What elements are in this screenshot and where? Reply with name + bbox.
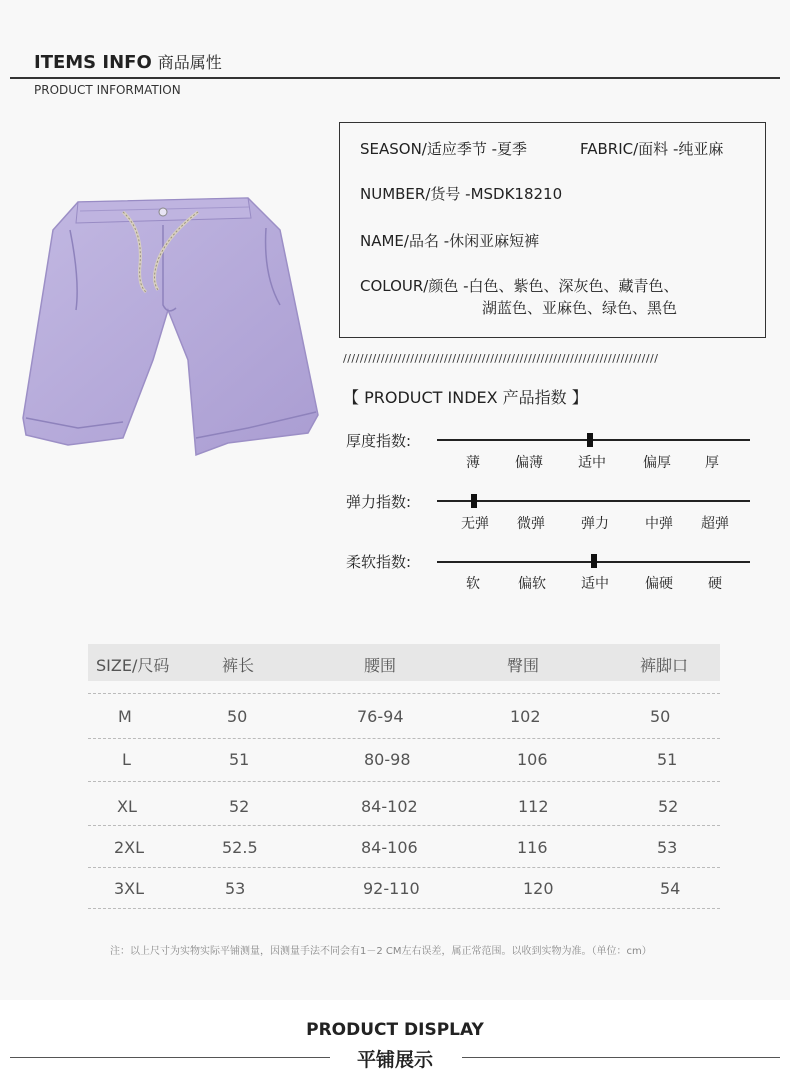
column-header-waist: 腰围 [364, 656, 397, 675]
product-index-title: 【 PRODUCT INDEX 产品指数 】 [343, 388, 588, 407]
section-title [34, 50, 222, 73]
column-header-leg-opening: 裤脚口 [640, 656, 689, 675]
softness-option: 硬 [708, 576, 722, 592]
table-cell-hip: 106 [517, 750, 548, 769]
header-divider [10, 77, 780, 79]
thickness-option: 偏厚 [643, 455, 671, 471]
table-cell-length: 53 [225, 879, 246, 898]
colour-attribute-continued: 湖蓝色、亚麻色、绿色、黑色 [482, 299, 678, 317]
elasticity-index-marker [471, 494, 477, 508]
table-cell-length: 51 [229, 750, 250, 769]
thickness-index-scale [437, 439, 750, 441]
table-row-divider [88, 781, 720, 782]
thickness-option: 偏薄 [515, 455, 543, 471]
table-cell-hip: 112 [518, 797, 549, 816]
table-row-divider [88, 825, 720, 826]
elasticity-option: 弹力 [581, 516, 609, 532]
table-cell-hip: 116 [517, 838, 548, 857]
softness-option: 软 [466, 576, 480, 592]
product-display-title-en: PRODUCT DISPLAY [306, 1020, 484, 1040]
section-subtitle: PRODUCT INFORMATION [34, 83, 181, 97]
size-table-header [88, 644, 720, 681]
table-row-divider [88, 867, 720, 868]
elasticity-index-label: 弹力指数: [346, 493, 412, 511]
thickness-option: 厚 [705, 455, 719, 471]
fabric-attribute: FABRIC/面料 -纯亚麻 [580, 140, 724, 158]
softness-index-marker [591, 554, 597, 568]
table-row-divider [88, 693, 720, 694]
softness-option: 适中 [581, 576, 609, 592]
elasticity-option: 微弹 [517, 516, 545, 532]
table-cell-waist: 92-110 [363, 879, 420, 898]
thickness-option: 适中 [578, 455, 606, 471]
number-attribute: NUMBER/货号 -MSDK18210 [360, 185, 563, 203]
table-cell-size: XL [117, 797, 137, 816]
table-cell-waist: 80-98 [364, 750, 411, 769]
table-cell-leg-opening: 53 [657, 838, 678, 857]
elasticity-index-scale [437, 500, 750, 502]
table-cell-length: 52 [229, 797, 250, 816]
table-cell-size: 2XL [114, 838, 145, 857]
name-attribute: NAME/品名 -休闲亚麻短裤 [360, 232, 540, 250]
softness-option: 偏软 [518, 576, 546, 592]
softness-index-label: 柔软指数: [346, 553, 412, 571]
measurement-note: 注：以上尺寸为实物实际平铺测量，因测量手法不同会有1－2 CM左右误差，属正常范围。以收到实物为准。（单位：cm） [110, 946, 652, 957]
thickness-index-marker [587, 433, 593, 447]
section-title-en: ITEMS INFO [34, 52, 152, 73]
table-cell-waist: 84-102 [361, 797, 418, 816]
colour-attribute: COLOUR/颜色 -白色、紫色、深灰色、藏青色、 [360, 277, 679, 295]
column-header-size: SIZE/尺码 [96, 656, 170, 675]
column-header-hip: 臀围 [507, 656, 540, 675]
table-row-divider [88, 908, 720, 909]
table-cell-waist: 76-94 [357, 707, 404, 726]
elasticity-option: 超弹 [701, 516, 729, 532]
table-cell-hip: 120 [523, 879, 554, 898]
thickness-option: 薄 [466, 455, 480, 471]
season-attribute: SEASON/适应季节 -夏季 [360, 140, 528, 158]
table-cell-length: 50 [227, 707, 248, 726]
table-cell-size: 3XL [114, 879, 145, 898]
table-cell-leg-opening: 50 [650, 707, 671, 726]
softness-option: 偏硬 [645, 576, 673, 592]
table-cell-size: L [122, 750, 131, 769]
product-display-title-cn: 平铺展示 [356, 1049, 433, 1071]
section-title-cn: 商品属性 [157, 53, 222, 72]
table-cell-length: 52.5 [222, 838, 258, 857]
table-cell-waist: 84-106 [361, 838, 418, 857]
table-row-divider [88, 738, 720, 739]
table-cell-size: M [118, 707, 132, 726]
table-cell-hip: 102 [510, 707, 541, 726]
product-shorts-image [18, 190, 336, 465]
elasticity-option: 无弹 [461, 516, 489, 532]
thickness-index-label: 厚度指数: [346, 432, 412, 450]
elasticity-option: 中弹 [645, 516, 673, 532]
table-cell-leg-opening: 54 [660, 879, 681, 898]
column-header-length: 裤长 [222, 656, 255, 675]
slash-divider: /////////////////////////////////////////////////////////////////////////// [343, 352, 659, 365]
table-cell-leg-opening: 52 [658, 797, 679, 816]
table-cell-leg-opening: 51 [657, 750, 678, 769]
